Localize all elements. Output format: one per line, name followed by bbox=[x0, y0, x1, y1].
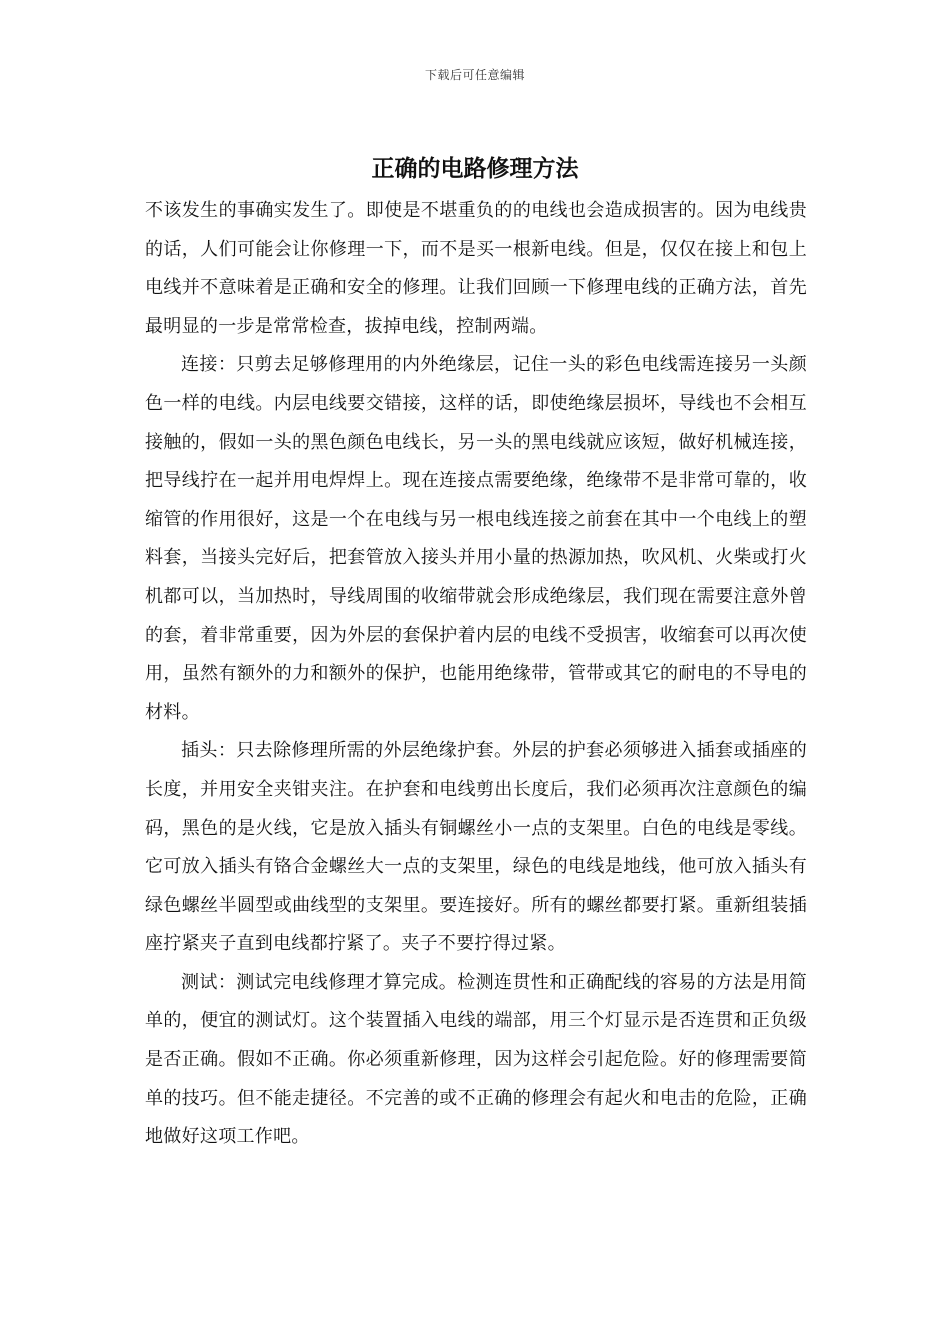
paragraph-testing: 测试：测试完电线修理才算完成。检测连贯性和正确配线的容易的方法是用简单的，便宜的测试灯。这个装置插入电线的端部，用三个灯显示是否连贯和正负级是否正确。假如不正确。你必须重新修理，因为这样会引起危险。好的修理需要简单的技巧。但不能走捷径。不完善的或不正确的修理会有起火和电击的危险，正确地做好这项工作吧。 bbox=[145, 971, 807, 1148]
header-note: 下载后可任意编辑 bbox=[424, 68, 525, 82]
document-title: 正确的电路修理方法 bbox=[371, 155, 579, 182]
paragraph-plug: 插头：只去除修理所需的外层绝缘护套。外层的护套必须够进入插套或插座的长度，并用安全夹钳夹注。在护套和电线剪出长度后，我们必须再次注意颜色的编码，黑色的是火线，它是放入插头有铜螺丝小一点的支架里。白色的电线是零线。它可放入插头有铬合金螺丝大一点的支架里，绿色的电线是地线，他可放入插头有绿色螺丝半圆型或曲线型的支架里。要连接好。所有的螺丝都要打紧。重新组装插座拧紧夹子直到电线都拧紧了。夹子不要拧得过紧。 bbox=[145, 740, 807, 955]
paragraph-intro: 不该发生的事确实发生了。即使是不堪重负的的电线也会造成损害的。因为电线贵的话，人们可能会让你修理一下，而不是买一根新电线。但是，仅仅在接上和包上电线并不意味着是正确和安全的修理。让我们回顾一下修理电线的正确方法，首先最明显的一步是常常检查，拔掉电线，控制两端。 bbox=[145, 200, 807, 337]
document-body bbox=[145, 192, 807, 1157]
paragraph-connection: 连接：只剪去足够修理用的内外绝缘层，记住一头的彩色电线需连接另一头颜色一样的电线。内层电线要交错接，这样的话，即使绝缘层损坏，导线也不会相互接触的，假如一头的黑色颜色电线长，另一头的黑电线就应该短，做好机械连接，把导线拧在一起并用电焊焊上。现在连接点需要绝缘，绝缘带不是非常可靠的，收缩管的作用很好，这是一个在电线与另一根电线连接之前套在其中一个电线上的塑料套，当接头完好后，把套管放入接头并用小量的热源加热，吹风机、火柴或打火机都可以，当加热时，导线周围的收缩带就会形成绝缘层，我们现在需要注意外曾的套，着非常重要，因为外层的套保护着内层的电线不受损害，收缩套可以再次使用，虽然有额外的力和额外的保护，也能用绝缘带，管带或其它的耐电的不导电的材料。 bbox=[145, 354, 807, 723]
